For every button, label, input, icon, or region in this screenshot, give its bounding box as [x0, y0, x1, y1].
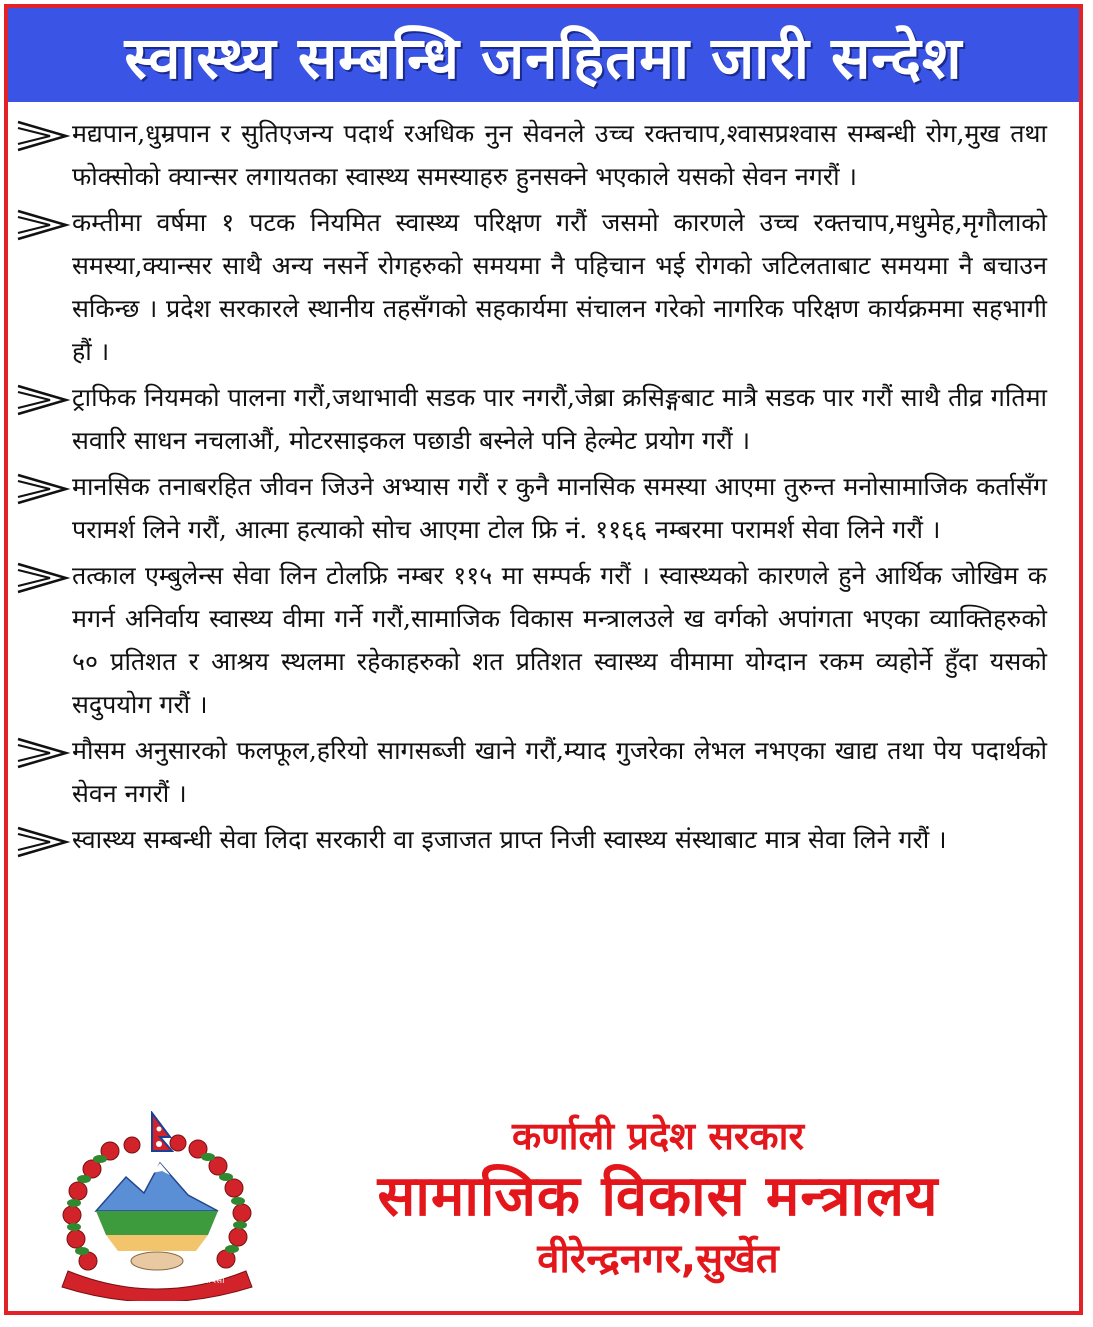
message-text: कम्तीमा वर्षमा १ पटक नियमित स्वास्थ्य परिक्षण गरौं जसमो कारणले उच्च रक्तचाप,मधुमेह,मृगौलाको समस्या,क्यान्सर साथै अन्य नसर्ने रोगहरुको समयमा नै पहिचान भई रोगको जटिलताबाट समयमा नै बचाउन सकिन्छ । प्रदेश सरकारले स्थानीय तहसँगको सहकार्यमा संचालन गरेको नागरिक परिक्षण कार्यक्रममा सहभागी हौं । — [72, 208, 1047, 366]
arrow-bullet-icon — [14, 824, 72, 860]
title-banner — [8, 8, 1079, 102]
ministry-name: सामाजिक विकास मन्त्रालय — [377, 1164, 939, 1229]
ministry-location: वीरेन्द्रनगर,सुर्खेत — [537, 1236, 779, 1282]
footer — [8, 1105, 1079, 1310]
arrow-bullet-icon — [14, 471, 72, 507]
message-text: मौसम अनुसारको फलफूल,हरियो सागसब्जी खाने गरौं,म्याद गुजरेका लेभल नभएका खाद्य तथा पेय पदार्थको सेवन नगरौं । — [72, 736, 1047, 808]
list-item — [14, 818, 1064, 861]
list-item — [14, 201, 1064, 373]
message-text: मद्यपान,धुम्रपान र सुतिएजन्य पदार्थ रअधिक नुन सेवनले उच्च रक्तचाप,श्वासप्रश्वास सम्बन्धी रोग,मुख तथा फोक्सोको क्यान्सर लगायतका स्वास्थ्य समस्याहरु हुनसक्ने भएकाले यसको सेवन नगरौं । — [72, 119, 1047, 191]
list-item — [14, 376, 1064, 462]
arrow-bullet-icon — [14, 118, 72, 154]
list-item — [14, 729, 1064, 815]
arrow-bullet-icon — [14, 560, 72, 596]
message-text: तत्काल एम्बुलेन्स सेवा लिन टोलफ्रि नम्बर ११५ मा सम्पर्क गरौं । स्वास्थ्यको कारणले हुने आर्थिक जोखिम क मगर्न अनिर्वाय स्वास्थ्य वीमा गर्ने गरौं,सामाजिक विकास मन्त्रालउले ख वर्गको अपांगता भएका व्याक्तिहरुको ५० प्रतिशत र आश्रय स्थलमा रहेकाहरुको शत प्रतिशत स्वास्थ्य वीमामा योग्दान रकम व्यहोर्ने हुँदा यसको सदुपयोग गरौं । — [72, 561, 1047, 719]
nepal-emblem-icon — [48, 1111, 278, 1301]
arrow-bullet-icon — [14, 735, 72, 771]
message-text: ट्राफिक नियमको पालना गरौं,जथाभावी सडक पार नगरौं,जेब्रा क्रसिङ्गबाट मात्रै सडक पार गरौं साथै तीव्र गतिमा सवारि साधन नचलाऔं, मोटरसाइकल पछाडी बस्नेले पनि हेल्मेट प्रयोग गरौं । — [72, 383, 1047, 455]
list-item — [14, 465, 1064, 551]
government-name: कर्णाली प्रदेश सरकार — [511, 1114, 804, 1158]
emblem-motto: जननी जन्मभूमिश्च स्वर्गादपि गरीयसी — [105, 1276, 225, 1286]
list-item — [14, 554, 1064, 726]
page-title: स्वास्थ्य सम्बन्धि जनहितमा जारी सन्देश — [124, 23, 963, 92]
message-text: स्वास्थ्य सम्बन्धी सेवा लिदा सरकारी वा इजाजत प्राप्त निजी स्वास्थ्य संस्थाबाट मात्र सेवा लिने गरौं । — [72, 825, 947, 854]
message-text: मानसिक तनाबरहित जीवन जिउने अभ्यास गरौं र कुनै मानसिक समस्या आएमा तुरुन्त मनोसामाजिक कर्तासँग परामर्श लिने गरौं, आत्मा हत्याको सोच आएमा टोल फ्रि नं. ११६६ नम्बरमा परामर्श सेवा लिने गरौं । — [72, 472, 1047, 544]
arrow-bullet-icon — [14, 207, 72, 243]
list-item — [14, 112, 1064, 198]
ministry-block — [308, 1111, 1008, 1285]
arrow-bullet-icon — [14, 382, 72, 418]
message-list — [14, 112, 1064, 864]
